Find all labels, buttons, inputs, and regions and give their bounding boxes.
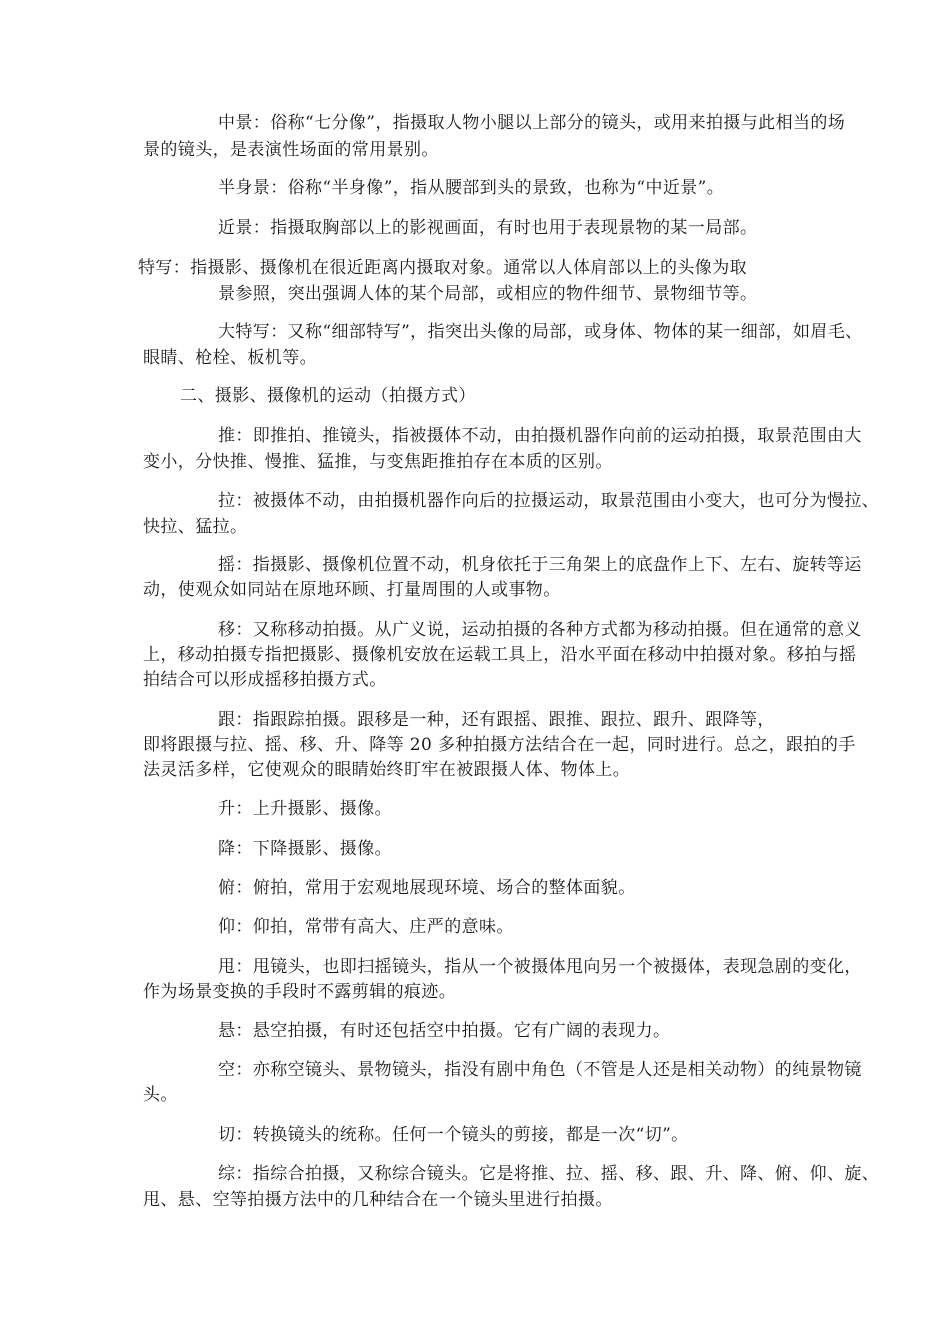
paragraph-line: 拉：被摄体不动，由拍摄机器作向后的拉摄运动，取景范围由小变大，也可分为慢拉、 bbox=[218, 491, 880, 511]
paragraph-line: 移：又称移动拍摄。从广义说，运动拍摄的各种方式都为移动拍摄。但在通常的意义 bbox=[218, 620, 862, 640]
paragraph-line: 拍结合可以形成摇移拍摄方式。 bbox=[143, 670, 387, 690]
paragraph-line: 近景：指摄取胸部以上的影视画面，有时也用于表现景物的某一局部。 bbox=[218, 218, 758, 238]
paragraph-line: 升：上升摄影、摄像。 bbox=[218, 799, 392, 819]
paragraph-line: 景参照，突出强调人体的某个局部，或相应的物件细节、景物细节等。 bbox=[218, 284, 758, 304]
paragraph-line: 半身景：俗称“半身像”，指从腰部到头的景致，也称为“中近景”。 bbox=[218, 178, 725, 198]
paragraph-line: 快拉、猛拉。 bbox=[143, 517, 248, 537]
paragraph-line: 头。 bbox=[143, 1085, 178, 1105]
paragraph-line: 作为场景变换的手段时不露剪辑的痕迹。 bbox=[143, 982, 457, 1002]
paragraph-line: 景的镜头，是表演性场面的常用景别。 bbox=[143, 140, 439, 160]
paragraph-line: 俯：俯拍，常用于宏观地展现环境、场合的整体面貌。 bbox=[218, 878, 636, 898]
paragraph-line: 大特写：又称“细部特写”，指突出头像的局部，或身体、物体的某一细部，如眉毛、 bbox=[218, 322, 863, 342]
section-heading: 二、摄影、摄像机的运动（拍摄方式） bbox=[180, 386, 476, 406]
paragraph-line: 即将跟摄与拉、摇、移、升、降等 20 多种拍摄方法结合在一起，同时进行。总之，跟拍的手 bbox=[143, 735, 856, 755]
paragraph-line: 切：转换镜头的统称。任何一个镜头的剪接，都是一次“切”。 bbox=[218, 1125, 689, 1145]
paragraph-line: 特写：指摄影、摄像机在很近距离内摄取对象。通常以人体肩部以上的头像为取 bbox=[138, 258, 747, 278]
paragraph-line: 推：即推拍、推镜头，指被摄体不动，由拍摄机器作向前的运动拍摄，取景范围由大 bbox=[218, 426, 862, 446]
paragraph-line: 降：下降摄影、摄像。 bbox=[218, 839, 392, 859]
paragraph-line: 动，使观众如同站在原地环顾、打量周围的人或事物。 bbox=[143, 580, 561, 600]
paragraph-line: 眼睛、枪栓、板机等。 bbox=[143, 348, 317, 368]
paragraph-line: 中景：俗称“七分像”，指摄取人物小腿以上部分的镜头，或用来拍摄与此相当的场 bbox=[218, 113, 846, 133]
paragraph-line: 综：指综合拍摄，又称综合镜头。它是将推、拉、摇、移、跟、升、降、俯、仰、旋、 bbox=[218, 1164, 880, 1184]
paragraph-line: 变小，分快推、慢推、猛推，与变焦距推拍存在本质的区别。 bbox=[143, 452, 613, 472]
paragraph-line: 摇：指摄影、摄像机位置不动，机身依托于三角架上的底盘作上下、左右、旋转等运 bbox=[218, 555, 862, 575]
paragraph-line: 跟：指跟踪拍摄。跟移是一种，还有跟摇、跟推、跟拉、跟升、跟降等， bbox=[218, 710, 775, 730]
paragraph-line: 悬：悬空拍摄，有时还包括空中拍摄。它有广阔的表现力。 bbox=[218, 1021, 671, 1041]
paragraph-line: 甩、悬、空等拍摄方法中的几种结合在一个镜头里进行拍摄。 bbox=[143, 1190, 613, 1210]
paragraph-line: 上，移动拍摄专指把摄影、摄像机安放在运载工具上，沿水平面在移动中拍摄对象。移拍与摇 bbox=[143, 645, 857, 665]
paragraph-line: 法灵活多样，它使观众的眼睛始终盯牢在被跟摄人体、物体上。 bbox=[143, 760, 631, 780]
paragraph-line: 空：亦称空镜头、景物镜头，指没有剧中角色（不管是人还是相关动物）的纯景物镜 bbox=[218, 1060, 862, 1080]
paragraph-line: 甩：甩镜头，也即扫摇镜头，指从一个被摄体甩向另一个被摄体，表现急剧的变化， bbox=[218, 957, 862, 977]
paragraph-line: 仰：仰拍，常带有高大、庄严的意味。 bbox=[218, 917, 514, 937]
